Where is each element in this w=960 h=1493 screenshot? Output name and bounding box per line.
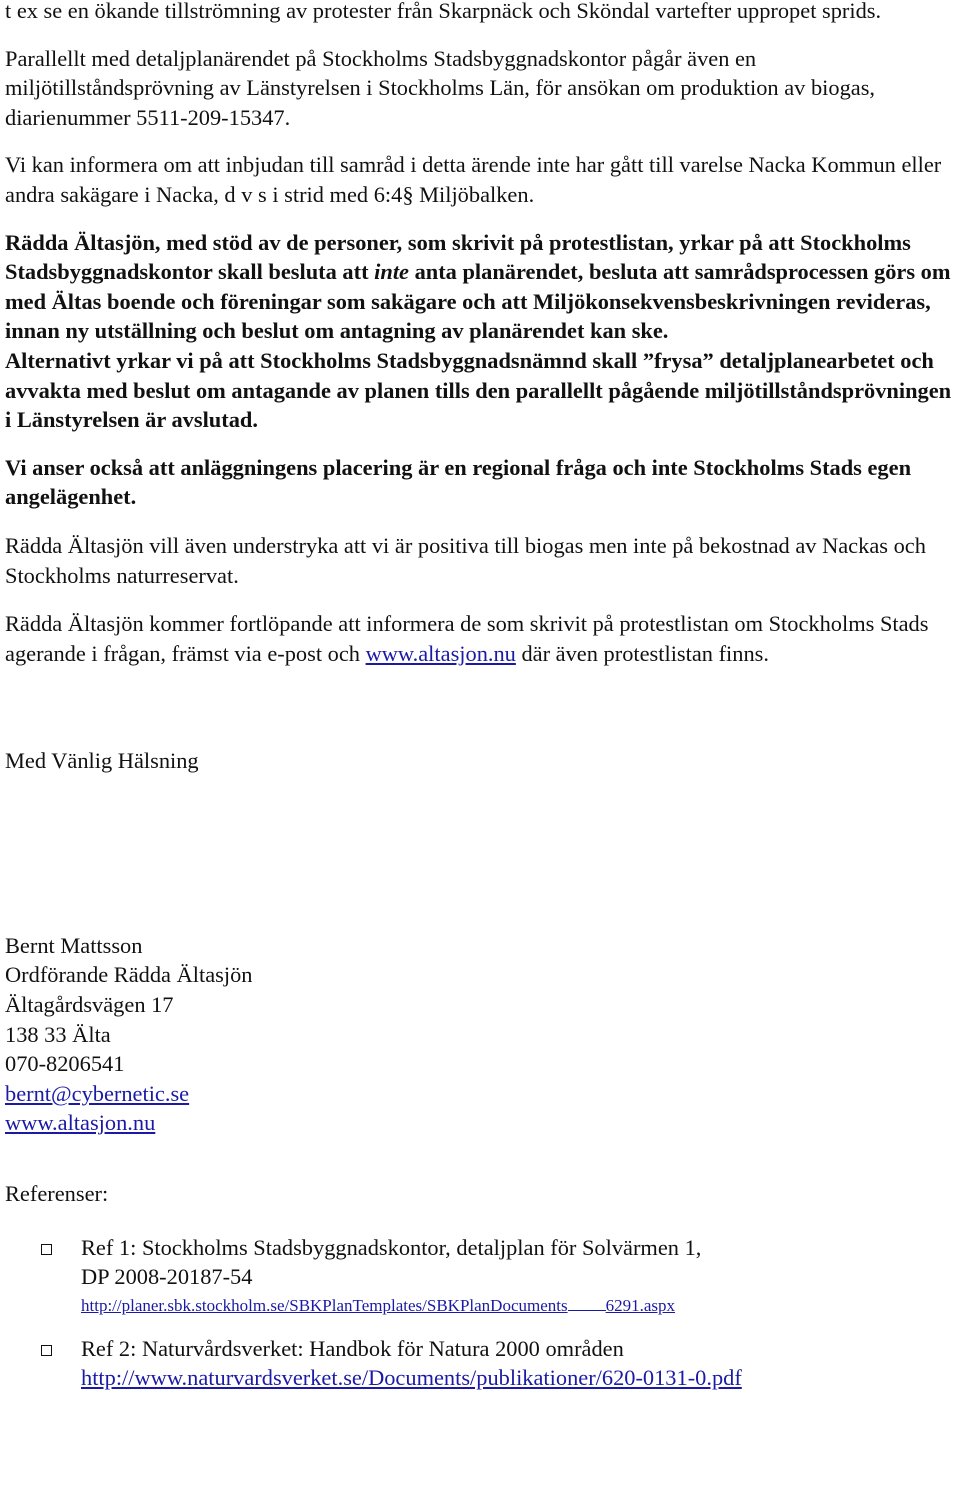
checkbox-bullet-icon: [41, 1345, 52, 1356]
letter-page: [5, 0, 957, 1393]
paragraph-information: [5, 609, 957, 668]
paragraph-consultation-end: Miljöbalken.: [413, 181, 535, 207]
paragraph-demand-text: Rädda Ältasjön, med stöd av de personer, som skrivit på protestlistan, yrkar på att Stockholms Stadsbyggnadskontor skall besluta att: [5, 229, 911, 285]
signature-phone: 070-8206541: [5, 1051, 125, 1077]
signature-postal: 138 33 Älta: [5, 1021, 111, 1047]
section-sign: §: [402, 181, 414, 207]
paragraph-alternative-demand: Alternativt yrkar vi på att Stockholms Stadsbyggnadsnämnd skall ”frysa” detaljplanearbetet och avvakta med beslut om antagande av planen tills den parallellt pågående miljötillståndsprövningen i Länstyrelsen är avslutad.: [5, 347, 952, 433]
signature-block: [5, 931, 957, 1138]
reference-item-1: [5, 1233, 957, 1319]
signature-website-link[interactable]: www.altasjon.nu: [5, 1110, 156, 1136]
reference-1-line-2: DP 2008-20187-54: [81, 1264, 253, 1290]
checkbox-bullet-icon: [41, 1244, 52, 1255]
reference-1-url-part-1: http://planer.sbk.stockholm.se/SBKPlanTemplates/SBKPlanDocuments: [81, 1295, 568, 1315]
signature-title: Ordförande Rädda Ältasjön: [5, 962, 253, 988]
reference-2-url-link[interactable]: http://www.naturvardsverket.se/Documents/publikationer/620-0131-0.pdf: [81, 1365, 742, 1391]
paragraph-demand: [5, 228, 957, 346]
paragraph-biogas-position: Rädda Ältasjön vill även understryka att vi är positiva till biogas men inte på bekostnad av Nackas och Stockholms naturreservat.: [5, 532, 926, 588]
reference-1-url-link[interactable]: [81, 1293, 957, 1319]
signature-email-link[interactable]: bernt@cybernetic.se: [5, 1080, 190, 1106]
paragraph-regional-issue: Vi anser också att anläggningens placering är en regional fråga och inte Stockholms Stads egen angelägenhet.: [5, 454, 912, 510]
emphasis-inte: inte: [374, 259, 409, 285]
signature-name: Bernt Mattsson: [5, 932, 143, 958]
reference-2-line-1: Ref 2: Naturvårdsverket: Handbok för Natura 2000 områden: [81, 1335, 624, 1361]
reference-1-url-part-2: 6291.aspx: [605, 1295, 676, 1315]
paragraph-parallel-review: Parallellt med detaljplanärendet på Stockholms Stadsbyggnadskontor pågår även en miljötillståndsprövning av Länstyrelsen i Stockholms Län, för ansökan om produktion av biogas, diarienummer 5511-209-15347.: [5, 45, 876, 130]
reference-1-line-1: Ref 1: Stockholms Stadsbyggnadskontor, detaljplan för Solvärmen 1,: [81, 1234, 702, 1260]
paragraph-information-end: där även protestlistan finns.: [515, 640, 769, 666]
signature-street: Ältagårdsvägen 17: [5, 992, 174, 1018]
url-tab-gap: [568, 1309, 606, 1311]
closing-greeting: Med Vänlig Hälsning: [5, 748, 199, 774]
references-heading: Referenser:: [5, 1181, 109, 1207]
references-list: [5, 1233, 957, 1393]
paragraph-protest-spread: t ex se en ökande tillströmning av protester från Skarpnäck och Sköndal vartefter uppropet sprids.: [5, 0, 882, 23]
paragraph-demand-end: anta planärendet, besluta att samrådsprocessen görs om med Ältas boende och föreningar som sakägare och att Miljökonsekvensbeskrivningen revideras, innan ny utställning och beslut om antagning av planärendet kan ske.: [5, 259, 951, 344]
paragraph-consultation-text: Vi kan informera om att inbjudan till samråd i detta ärende inte har gått till varelse Nacka Kommun eller andra sakägare i Nacka, d v s i strid med 6:4: [5, 152, 942, 207]
reference-item-2: [5, 1334, 957, 1393]
altasjon-link-inline[interactable]: www.altasjon.nu: [365, 640, 516, 666]
paragraph-information-text: Rädda Ältasjön kommer fortlöpande att informera de som skrivit på protestlistan om Stockholms Stads agerande i frågan, främst via e-post och: [5, 611, 929, 666]
paragraph-consultation-invitation: [5, 150, 957, 209]
